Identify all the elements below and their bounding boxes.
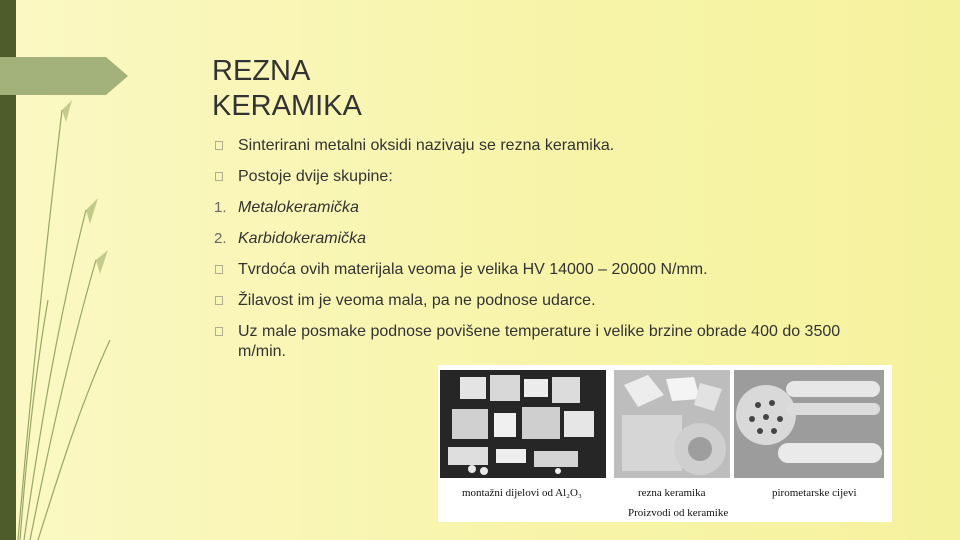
bullet-square-icon [214,167,224,187]
list-number: 2. [214,230,227,247]
list-item [214,322,874,362]
list-item-text: Karbidokeramička [238,230,367,247]
title-line-1: REZNA [212,55,311,87]
list-item-text: Tvrdoća ovih materijala veoma je velika HV 14000 – 20000 N/mm. [238,261,708,278]
list-item-text: Postoje dvije skupine: [238,168,393,185]
list-item-text: Uz male posmake podnose povišene temperature i velike brzine obrade 400 do 3500 m/min. [238,323,841,360]
ceramics-figure [438,365,892,522]
bullet-square-icon [214,322,224,342]
photo-ceramic-parts [440,370,606,478]
photo-cutting-ceramics [614,370,730,478]
list-item [214,136,874,156]
list-item [214,198,874,218]
figure-caption: Proizvodi od keramike [628,507,729,519]
list-item [214,291,874,311]
caption-pyrometric-tubes: pirometarske cijevi [772,487,857,499]
list-item-text: Žilavost im je veoma mala, pa ne podnose udarce. [238,292,596,309]
bullet-square-icon [214,260,224,280]
bullet-square-icon [214,136,224,156]
list-item-text: Sinterirani metalni oksidi nazivaju se rezna keramika. [238,137,615,154]
list-number: 1. [214,199,227,216]
caption-cutting-ceramics: rezna keramika [638,487,706,499]
list-item [214,260,874,280]
list-item-text: Metalokeramička [238,199,359,216]
bullet-list [214,136,874,373]
list-item [214,229,874,249]
title-line-2: KERAMIKA [212,90,362,122]
list-item [214,167,874,187]
bullet-square-icon [214,291,224,311]
slide-title [212,54,362,124]
photo-pyrometric-tubes [734,370,884,478]
caption-al2o3-parts: montažni dijelovi od Al₂O₃ [462,487,582,499]
title-arrow-tab [0,57,128,95]
